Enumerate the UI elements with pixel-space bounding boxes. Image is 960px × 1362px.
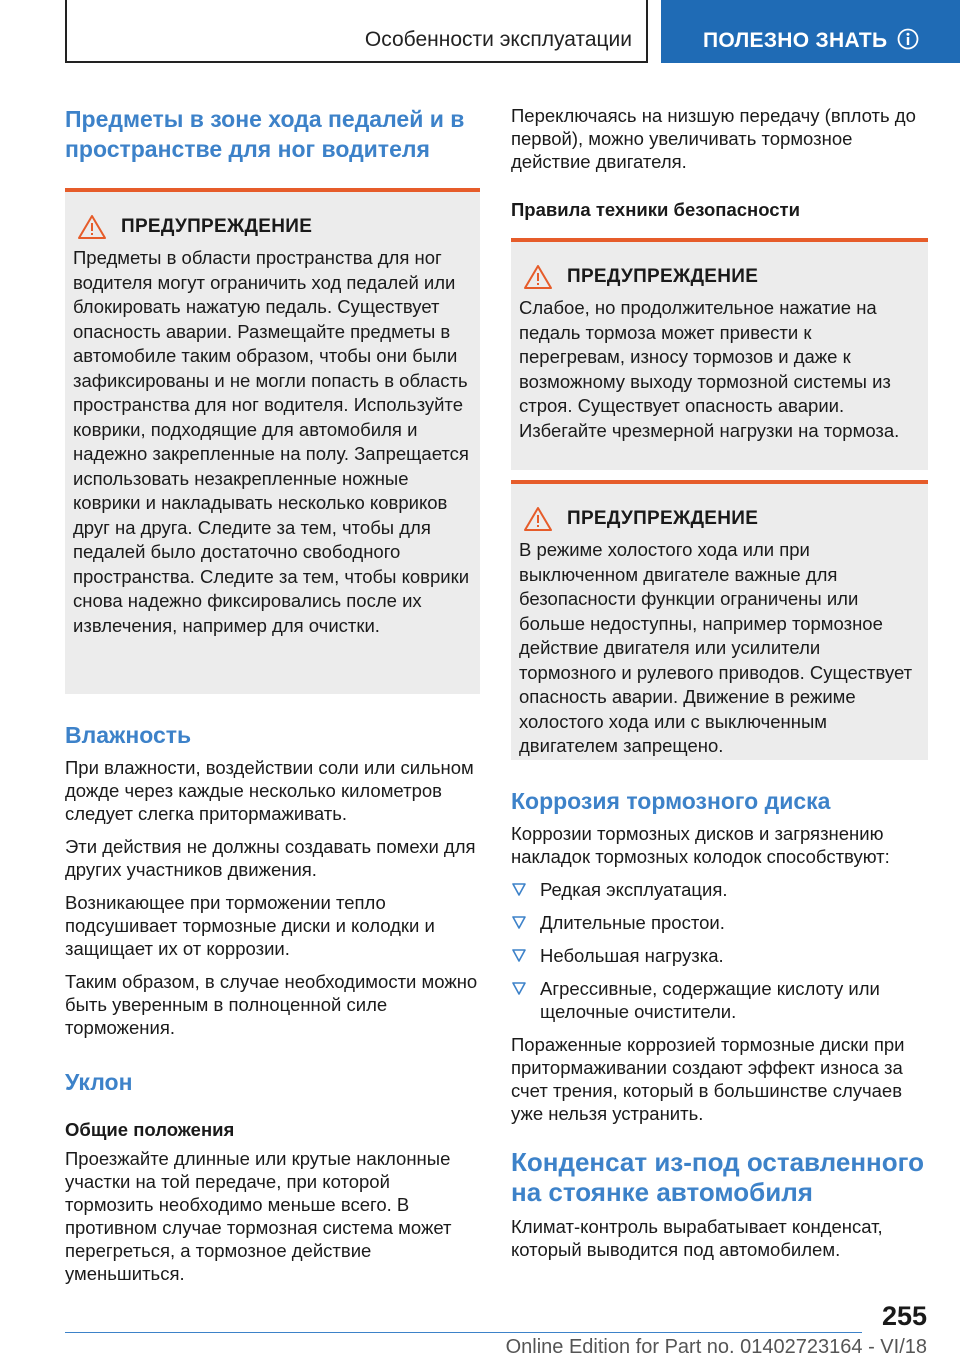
info-icon <box>897 28 919 50</box>
list-item <box>511 977 928 1023</box>
corrosion-intro: Коррозии тормозных дисков и загрязнению накладок тормозных колодок способствуют: <box>511 823 890 867</box>
list-item <box>511 878 928 901</box>
warning-box-idle-mode <box>511 480 928 760</box>
footer-divider <box>65 1332 862 1333</box>
heading-slope: Уклон <box>65 1069 133 1095</box>
footer-edition-text: Online Edition for Part no. 01402723164 - VI/18 <box>505 1336 927 1358</box>
warning-box-brake-pressure <box>511 238 928 470</box>
condensate-paragraph-1: Климат-контроль вырабатывает конденсат, который выводится под автомобилем. <box>511 1216 883 1260</box>
warning-header <box>77 214 470 240</box>
warning-box-objects <box>65 188 480 694</box>
heading-moisture: Влажность <box>65 722 192 748</box>
triangle-bullet-icon <box>512 982 526 995</box>
header-section-title: Особенности эксплуатации <box>364 28 632 51</box>
triangle-bullet-icon <box>512 916 526 929</box>
moisture-paragraph-3: Возникающее при торможении тепло подсушивает тормозные диски и колодки и защищает их от коррозии. <box>65 892 435 959</box>
header-section-box <box>65 0 648 63</box>
warning-triangle-icon <box>77 214 107 240</box>
subheading-general-provisions: Общие положения <box>65 1119 235 1140</box>
list-item <box>511 944 928 967</box>
page-number: 255 <box>881 1301 927 1331</box>
warning-triangle-icon <box>523 264 553 290</box>
triangle-bullet-icon <box>512 883 526 896</box>
warning-text-objects: Предметы в области пространства для ног водителя могут ограничить ход педалей или блокировать нажатую педаль. Существует опасность аварии. Размещайте предметы в автомобиле таким образом, чтобы они были зафиксированы и не могли попасть в область пространства для ног водителя. Используйте коврики, подходящие для автомобиля и надежно закрепленные на полу. Запрещается использовать незакрепленные ножные коврики и накладывать несколько ковриков друг на друга. Следите за тем, чтобы для педалей было достаточно свободного пространства. Следите за тем, чтобы коврики снова надежно фиксировались после их извлечения, например для очистки. <box>73 247 470 636</box>
slope-paragraph-1: Проезжайте длинные или крутые наклонные участки на той передаче, при которой тормозить необходимо меньше всего. В противном случае тормозная система может перегреться, а тормозное действие уменьшиться. <box>65 1148 452 1284</box>
subheading-safety-rules: Правила техники безопасности <box>511 199 800 220</box>
list-item-text: Небольшая нагрузка. <box>540 945 724 966</box>
list-item-text: Агрессивные, содержащие кислоту или щелочные очистители. <box>540 978 880 1022</box>
warning-text-idle-mode: В режиме холостого хода или при выключенном двигателе важные для безопасности функции ограничены или больше недоступны, например тормозное действие двигателя или усилители тормозного и рулевого приводов. Существует опасность аварии. Движение в режиме холостого хода или с выключенным двигателем запрещено. <box>519 539 913 756</box>
left-column <box>65 104 480 1285</box>
heading-condensate: Конденсат из-под оставленного на стоянке автомобиля <box>511 1147 924 1207</box>
warning-title: ПРЕДУПРЕЖДЕНИЕ <box>567 508 759 529</box>
heading-brake-disc-corrosion: Коррозия тормозного диска <box>511 788 831 814</box>
triangle-bullet-icon <box>512 949 526 962</box>
header-tab-useful-to-know[interactable] <box>661 0 960 63</box>
header-tab-label: ПОЛЕЗНО ЗНАТЬ <box>703 29 888 52</box>
corrosion-factors-list <box>511 878 928 1023</box>
corrosion-paragraph-2: Пораженные коррозией тормозные диски при притормаживании создают эффект износа за счет трения, который в большинстве случаев уже нельзя устранить. <box>511 1034 905 1124</box>
list-item <box>511 911 928 934</box>
list-item-text: Длительные простои. <box>540 912 725 933</box>
moisture-paragraph-2: Эти действия не должны создавать помехи для других участников движения. <box>65 836 476 880</box>
warning-title: ПРЕДУПРЕЖДЕНИЕ <box>567 266 759 287</box>
list-item-text: Редкая эксплуатация. <box>540 879 728 900</box>
moisture-paragraph-4: Таким образом, в случае необходимости можно быть уверенным в полноценной силе торможения. <box>65 971 478 1038</box>
moisture-paragraph-1: При влажности, воздействии соли или сильном дожде через каждые несколько километров следует слегка притормаживать. <box>65 757 474 824</box>
warning-header <box>523 506 918 532</box>
slope-paragraph-2: Переключаясь на низшую передачу (вплоть до первой), можно увеличивать тормозное действие двигателя. <box>511 105 916 172</box>
right-column <box>511 104 928 1261</box>
warning-triangle-icon <box>523 506 553 532</box>
heading-objects-pedal-area: Предметы в зоне хода педалей и в пространстве для ног водителя <box>65 106 465 162</box>
warning-header <box>523 264 918 290</box>
warning-title: ПРЕДУПРЕЖДЕНИЕ <box>121 216 313 237</box>
warning-text-brake-pressure: Слабое, но продолжительное нажатие на педаль тормоза может привести к перегревам, износу тормозов и даже к возможному выходу тормозной системы из строя. Существует опасность аварии. Избегайте чрезмерной нагрузки на тормоза. <box>519 297 900 441</box>
